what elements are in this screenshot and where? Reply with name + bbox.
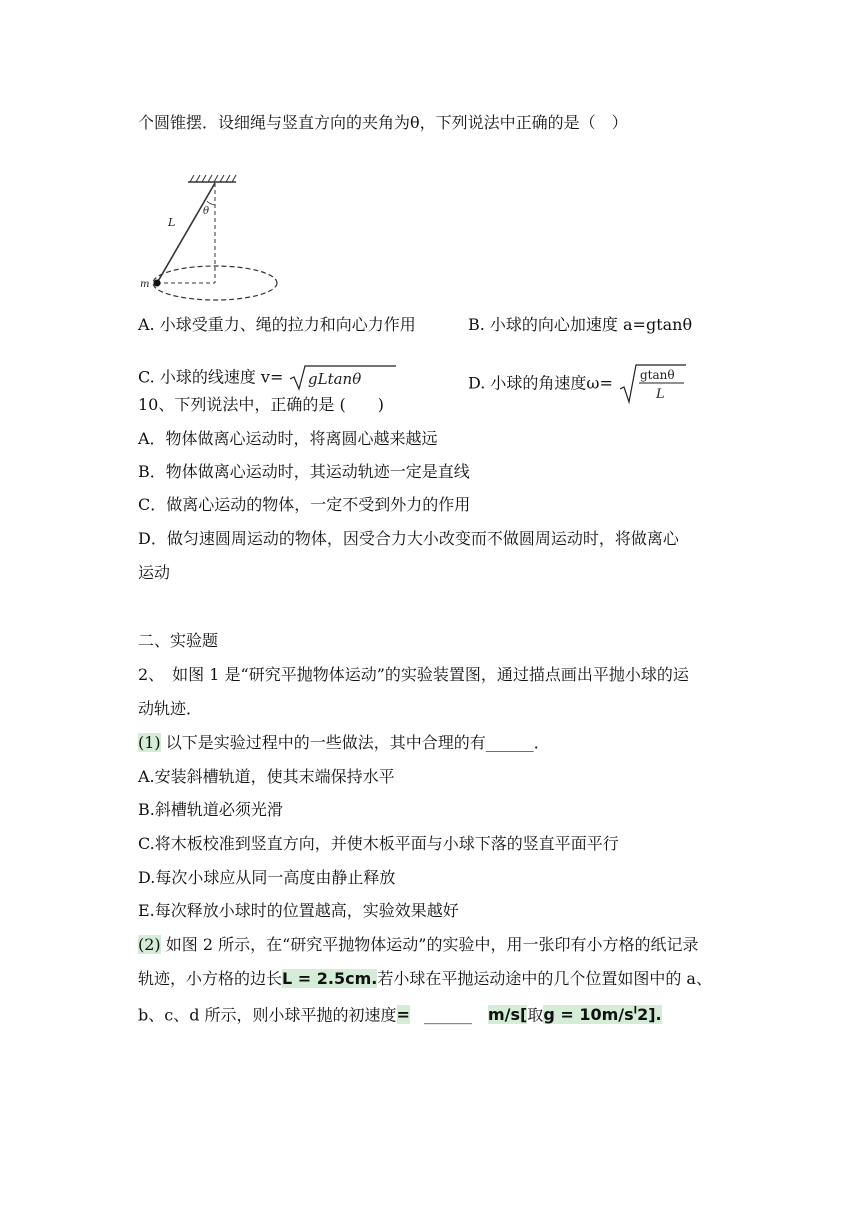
q9-option-d — [468, 363, 688, 405]
equals-sign: = — [396, 1005, 410, 1025]
q2-part2-line3 — [138, 1001, 662, 1026]
answer-blank: ______ — [423, 1005, 472, 1025]
q2-option-c: C.将木板校准到竖直方向，并使木板平面与小球下落的竖直平面平行 — [138, 834, 619, 853]
q10-option-c: C．做离心运动的物体，一定不受到外力的作用 — [138, 495, 471, 514]
q2-option-b: B.斜槽轨道必须光滑 — [138, 800, 283, 819]
q2-option-e: E.每次释放小球时的位置越高，实验效果越好 — [138, 901, 459, 920]
grid-size-value: L = 2.5cm. — [282, 969, 378, 988]
label-m: m — [140, 279, 150, 290]
q9-option-d-label: D. 小球的角速度ω= — [468, 373, 613, 393]
label-theta: θ — [203, 206, 210, 217]
q9-option-c-sqrt — [288, 363, 398, 393]
q9-option-c-formula: gLtanθ — [308, 370, 362, 388]
q2-part2-line1 — [138, 934, 698, 956]
q10-stem: 10、下列说法中，正确的是 ( ) — [138, 395, 384, 414]
ball — [154, 280, 161, 287]
q2-stem-line2: 动轨迹． — [138, 699, 203, 718]
q2-stem-line1: 2、 如图 1 是“研究平抛物体运动”的实验装置图，通过描点画出平抛小球的运 — [138, 665, 689, 684]
q10-option-a: A．物体做离心运动时，将离圆心越来越远 — [138, 429, 438, 448]
q2-part2-line2 — [138, 968, 712, 990]
q9-option-c — [138, 363, 398, 393]
q2-option-a: A.安装斜槽轨道，使其末端保持水平 — [138, 767, 395, 786]
q10-option-d-line2: 运动 — [138, 563, 171, 582]
q9-option-d-numerator: gtanθ — [639, 368, 675, 382]
q2-part2-line3-start: b、c、d 所示，则小球平抛的初速度 — [138, 1005, 397, 1025]
q2-part1-tag: (1) — [138, 733, 161, 752]
q10-option-d-line1: D．做匀速圆周运动的物体，因受合力大小改变而不做圆周运动时，将做离心 — [138, 529, 679, 548]
q9-option-b: B. 小球的向心加速度 a=gtanθ — [468, 315, 693, 334]
q9-option-c-label: C. 小球的线速度 v= — [138, 367, 284, 387]
q10-option-b: B．物体做离心运动时，其运动轨迹一定是直线 — [138, 462, 470, 481]
take-text: 取 — [527, 1005, 544, 1025]
gravity-end: 2]. — [637, 1005, 662, 1025]
gravity-sup: l — [633, 1006, 638, 1017]
unit-text: m/s[ — [487, 1005, 528, 1025]
label-L: L — [168, 216, 176, 229]
q9-option-a: A. 小球受重力、绳的拉力和向心力作用 — [138, 315, 416, 334]
q9-stem: 个圆锥摆．设细绳与竖直方向的夹角为θ，下列说法中正确的是（ ） — [138, 113, 628, 132]
conical-pendulum-figure — [138, 170, 298, 310]
gravity-value — [543, 1005, 661, 1024]
q2-part2-tag: (2) — [138, 935, 161, 954]
section-title: 二、实验题 — [138, 631, 219, 650]
q2-part2-line2-start: 轨迹，小方格的边长 — [138, 969, 283, 988]
q2-part2-text: 如图 2 所示，在“研究平抛物体运动”的实验中，用一张印有小方格的纸记录 — [165, 935, 699, 954]
gravity-text: g = 10m/s — [543, 1005, 634, 1025]
q2-part1-text: 以下是实验过程中的一些做法，其中合理的有______． — [165, 733, 550, 752]
q9-option-d-sqrt — [618, 363, 688, 405]
q9-option-d-denominator: L — [655, 387, 665, 402]
q2-option-d: D.每次小球应从同一高度由静止释放 — [138, 868, 396, 887]
q2-part2-line2-end: 若小球在平抛运动途中的几个位置如图中的 a、 — [377, 969, 712, 988]
q2-part1 — [138, 732, 550, 754]
